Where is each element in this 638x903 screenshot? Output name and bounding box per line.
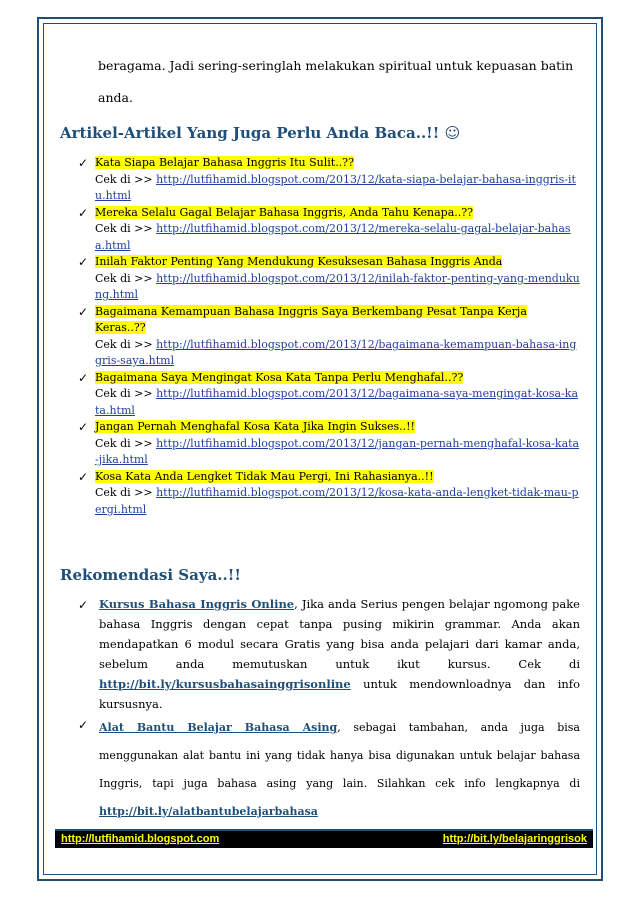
article-title: Mereka Selalu Gagal Belajar Bahasa Inggris, Anda Tahu Kenapa..?? [95,205,474,219]
checkmark-icon: ✓ [78,718,89,732]
recommend-item-tool [78,714,580,826]
checkmark-icon: ✓ [78,469,89,484]
course-description-end: untuk mendownloadnya dan info kursusnya. [99,677,580,711]
articles-heading [60,124,580,142]
article-link[interactable]: http://lutfihamid.blogspot.com/2013/12/bagaimana-saya-mengingat-kosa-kata.html [95,387,579,417]
checkmark-icon: ✓ [78,420,89,434]
checkmark-icon: ✓ [78,156,89,170]
page-content [60,50,580,826]
tool-description: , sebagai tambahan, anda juga bisa menggunakan alat bantu ini yang tidak hanya bisa digunakan untuk belajar bahasa Inggris, tapi juga bahasa asing yang lain. Silahkan cek info lengkapnya di [99,721,580,790]
article-prefix: Cek di >> [95,222,157,235]
article-link[interactable]: http://lutfihamid.blogspot.com/2013/12/kosa-kata-anda-lengket-tidak-mau-pergi.html [95,486,579,516]
articles-heading-text: Artikel-Artikel Yang Juga Perlu Anda Baca..!! [60,124,440,142]
article-prefix: Cek di >> [95,172,157,186]
article-link[interactable]: http://lutfihamid.blogspot.com/2013/12/kata-siapa-belajar-bahasa-inggris-itu.html [95,172,576,202]
article-link[interactable]: http://lutfihamid.blogspot.com/2013/12/jangan-pernah-menghafal-kosa-kata-jika.html [95,436,580,466]
recommend-item-text [99,714,580,798]
article-prefix: Cek di >> [95,271,157,285]
footer-bar [55,829,593,848]
footer-short-link[interactable]: http://bit.ly/belajaringgrisok [442,833,587,845]
footer-blog-link[interactable]: http://lutfihamid.blogspot.com [61,833,220,845]
article-item [78,419,580,469]
intro-line-2: anda. [98,90,133,105]
course-link[interactable]: http://bit.ly/kursusbahasainggrisonline [99,677,351,691]
article-link[interactable]: http://lutfihamid.blogspot.com/2013/12/inilah-faktor-penting-yang-mendukung.html [95,271,580,301]
article-item [78,205,580,255]
article-title: Kata Siapa Belajar Bahasa Inggris Itu Sulit..?? [95,156,354,169]
article-link[interactable]: http://lutfihamid.blogspot.com/2013/12/mereka-selalu-gagal-belajar-bahasa.html [95,222,571,252]
article-title: Kosa Kata Anda Lengket Tidak Mau Pergi, Ini Rahasianya..!! [95,469,434,483]
tool-title-link[interactable]: Alat Bantu Belajar Bahasa Asing [99,721,338,734]
recommend-item-text [99,594,580,714]
checkmark-icon: ✓ [78,598,89,612]
article-title: Bagaimana Saya Mengingat Kosa Kata Tanpa Perlu Menghafal..?? [95,370,464,384]
article-prefix: Cek di >> [95,387,157,400]
checkmark-icon: ✓ [78,205,89,220]
recommend-item-link-line [99,798,580,826]
article-title: Inilah Faktor Penting Yang Mendukung Kesuksesan Bahasa Inggris Anda [95,255,503,268]
smiley-icon: ☺ [444,124,461,142]
article-title: Jangan Pernah Menghafal Kosa Kata Jika Ingin Sukses..!! [95,420,415,433]
article-title: Bagaimana Kemampuan Bahasa Inggris Saya Berkembang Pesat Tanpa Kerja Keras..?? [95,304,527,334]
checkmark-icon: ✓ [78,304,89,319]
recommend-list [60,594,580,826]
article-prefix: Cek di >> [95,486,157,499]
article-link[interactable]: http://lutfihamid.blogspot.com/2013/12/bagaimana-kemampuan-bahasa-inggris-saya.html [95,337,577,367]
article-prefix: Cek di >> [95,436,157,450]
tool-link[interactable]: http://bit.ly/alatbantubelajarbahasa [99,805,318,818]
recommend-item-course [78,594,580,714]
article-item [78,304,580,370]
article-item [78,254,580,304]
course-description: , Jika anda Serius pengen belajar ngomong pake bahasa Inggris dengan cepat tanpa pusing mikirin grammar. Anda akan mendapatkan 6 modul secara Gratis yang bisa anda pelajari dari kamar anda, sebelum anda memutuskan untuk ikut kursus. Cek di [99,597,580,671]
article-item [78,469,580,519]
article-prefix: Cek di >> [95,337,157,351]
course-title-link[interactable]: Kursus Bahasa Inggris Online [99,597,295,611]
intro-paragraph [98,50,580,114]
checkmark-icon: ✓ [78,370,89,385]
article-list [60,155,580,518]
checkmark-icon: ✓ [78,255,89,269]
recommend-heading: Rekomendasi Saya..!! [60,566,241,584]
intro-line-1: beragama. Jadi sering-seringlah melakukan spiritual untuk kepuasan batin [98,58,574,73]
article-item [78,370,580,420]
article-item [78,155,580,205]
